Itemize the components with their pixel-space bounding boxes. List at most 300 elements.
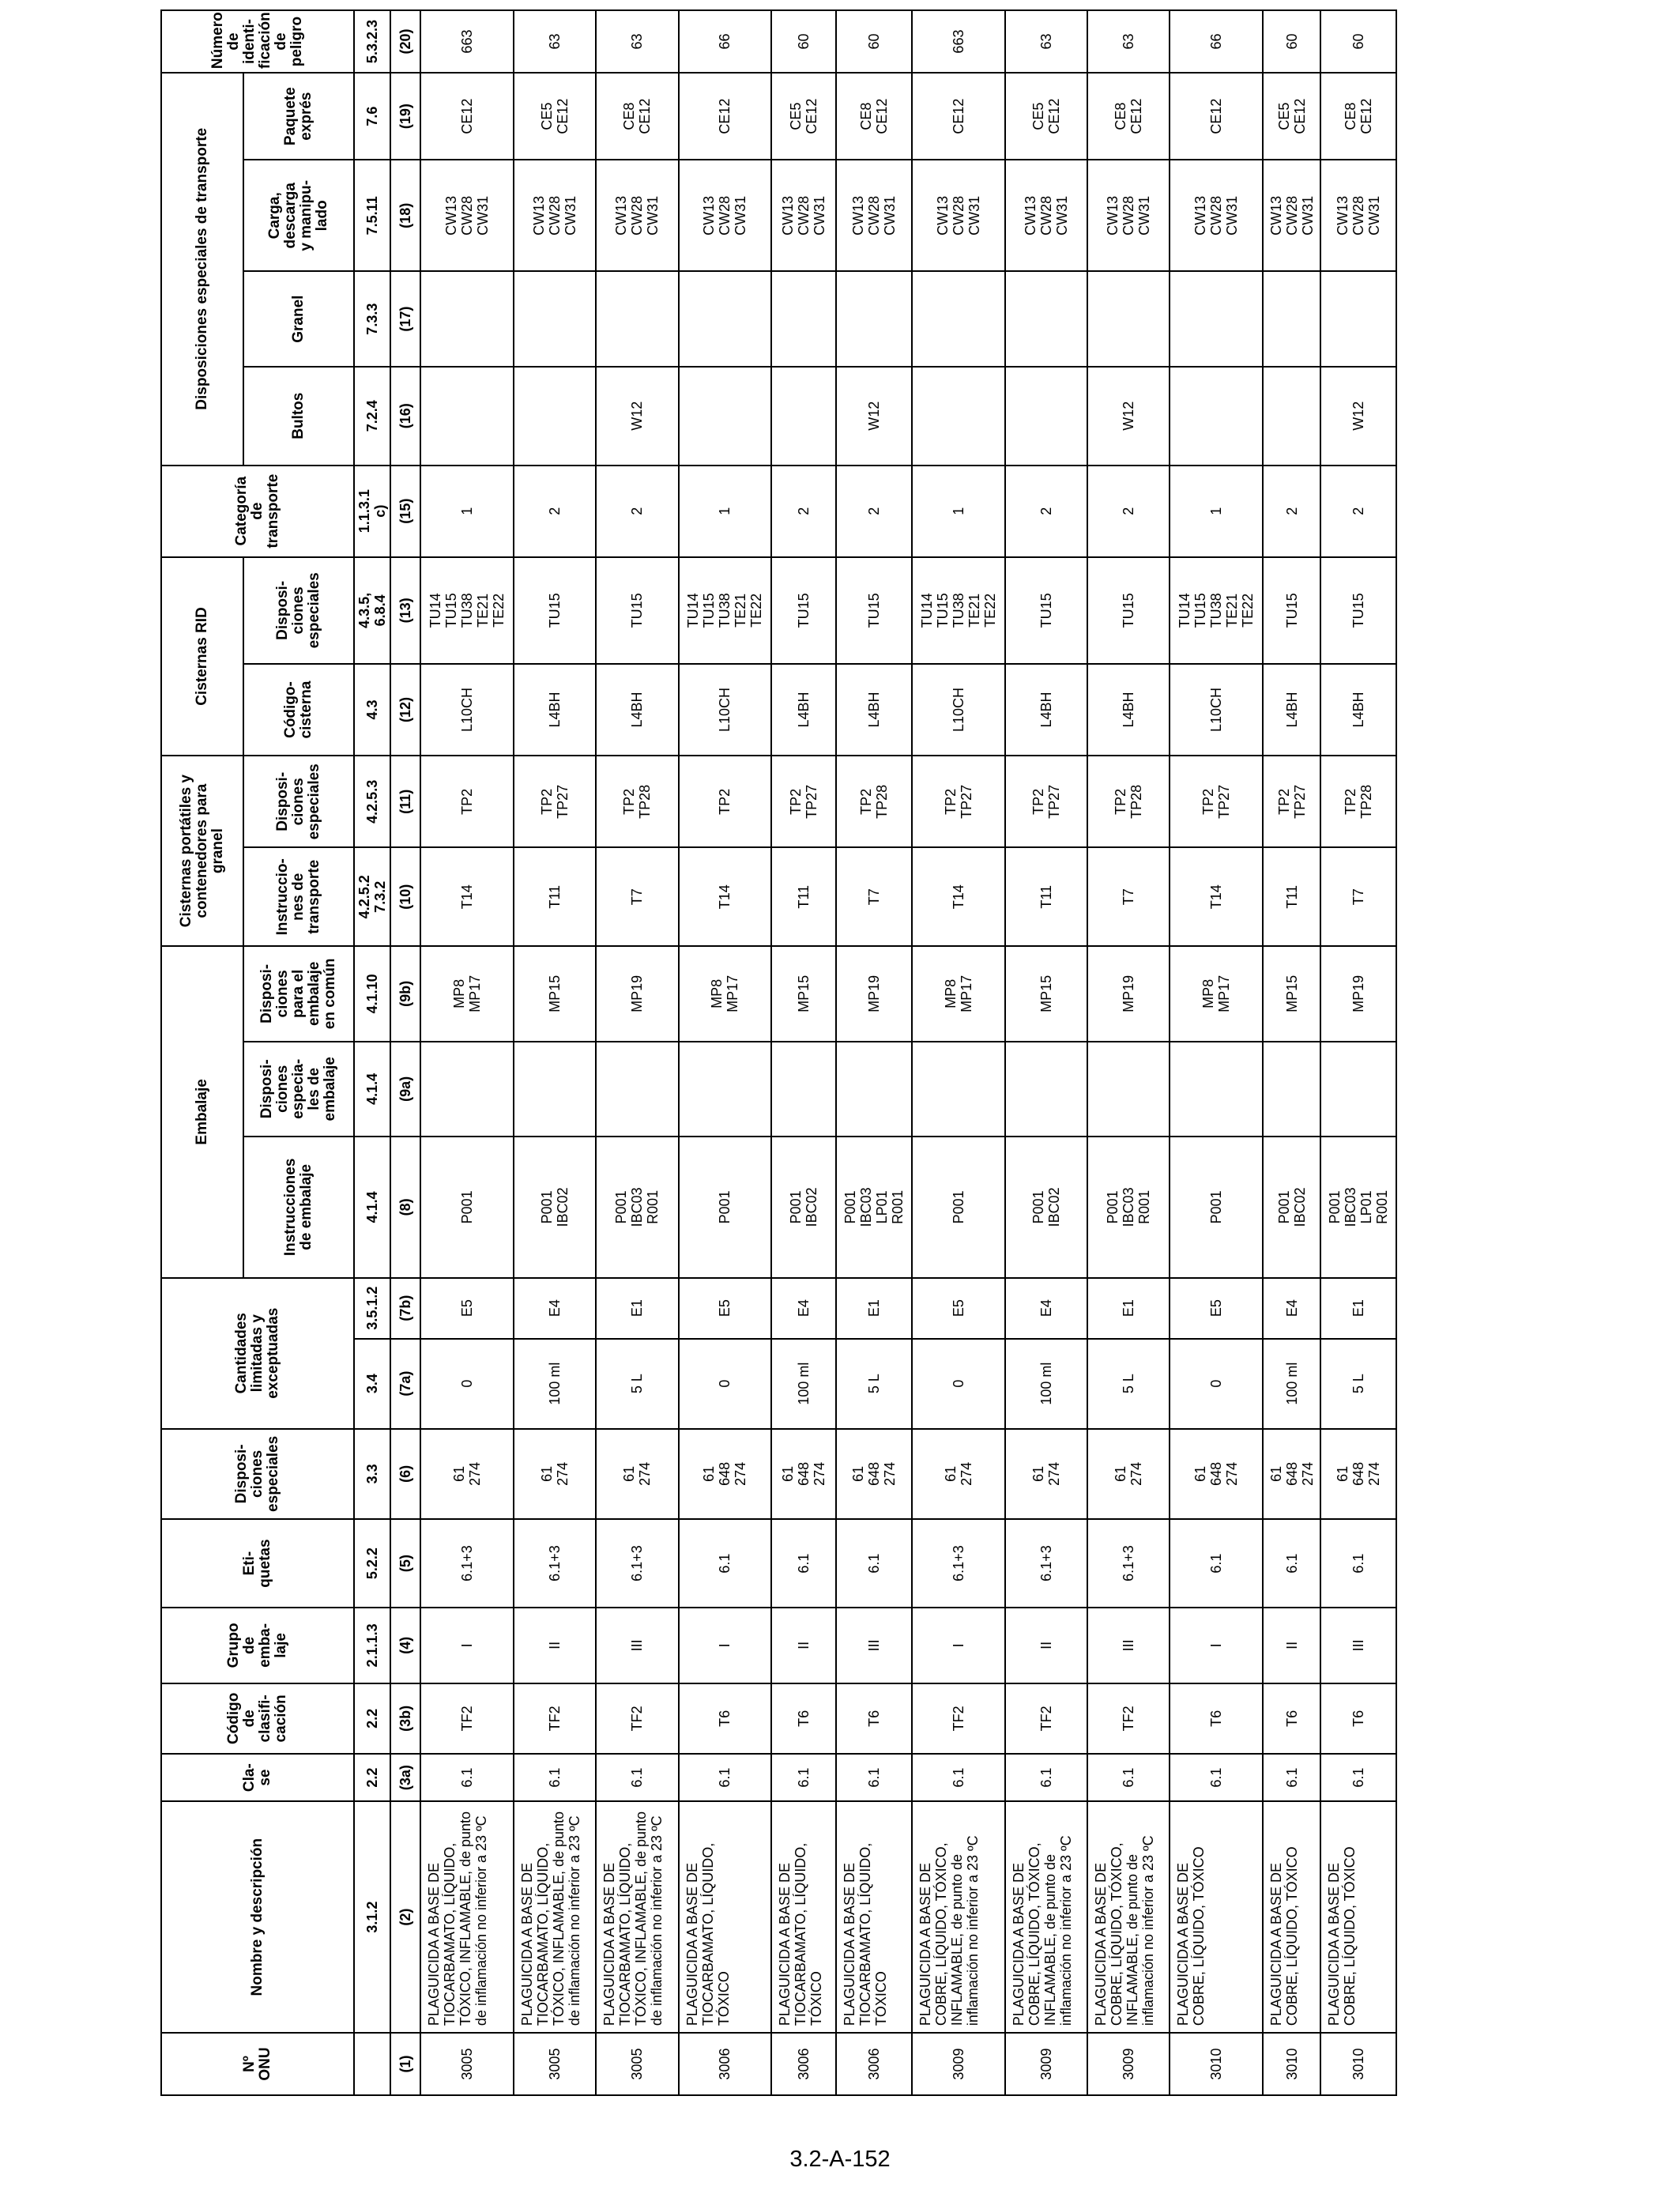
table-row bbox=[1005, 10, 1087, 2095]
column-number: (13) bbox=[390, 557, 420, 664]
cell-portable-tank-instructions: T7 bbox=[1320, 847, 1396, 946]
table-row bbox=[514, 10, 596, 2095]
cell-un-number: 3010 bbox=[1170, 2033, 1263, 2095]
cell-hazard-number: 60 bbox=[1320, 10, 1396, 73]
cell-labels: 6.1+3 bbox=[514, 1519, 596, 1608]
cell-excepted-quantity: E4 bbox=[1263, 1278, 1320, 1339]
cell-product-name: PLAGUICIDA A BASE DE COBRE, LÍQUIDO, TÓXICO, INFLAMABLE, de punto de inflamación no inferior a 23 ºC bbox=[912, 1801, 1005, 2033]
column-number: (9b) bbox=[390, 946, 420, 1041]
cell-excepted-quantity: E1 bbox=[836, 1278, 912, 1339]
cell-labels: 6.1+3 bbox=[912, 1519, 1005, 1608]
cell-un-number: 3010 bbox=[1320, 2033, 1396, 2095]
cell-tank-code: L10CH bbox=[912, 664, 1005, 756]
header-loading-handling: Carga, descarga y manipu- lado bbox=[243, 160, 354, 271]
cell-transport-category: 2 bbox=[1005, 466, 1087, 557]
column-number: (7a) bbox=[390, 1339, 420, 1429]
table-row bbox=[771, 10, 836, 2095]
section-ref: 2.2 bbox=[354, 1754, 390, 1801]
cell-loading-provision: CW13 CW28 CW31 bbox=[596, 160, 678, 271]
cell-class: 6.1 bbox=[771, 1754, 836, 1801]
header-packages: Bultos bbox=[243, 367, 354, 466]
cell-classification-code: TF2 bbox=[596, 1683, 678, 1754]
cell-class: 6.1 bbox=[514, 1754, 596, 1801]
cell-labels: 6.1+3 bbox=[1087, 1519, 1170, 1608]
cell-special-provisions: 61 648 274 bbox=[771, 1429, 836, 1519]
cell-class: 6.1 bbox=[1170, 1754, 1263, 1801]
cell-class: 6.1 bbox=[1087, 1754, 1170, 1801]
cell-loading-provision: CW13 CW28 CW31 bbox=[912, 160, 1005, 271]
column-number: (2) bbox=[390, 1801, 420, 2033]
section-ref: 4.3.5, 6.8.4 bbox=[354, 557, 390, 664]
cell-packing-instructions: P001 bbox=[679, 1137, 772, 1278]
cell-express-provision: CE5 CE12 bbox=[1263, 73, 1320, 160]
cell-class: 6.1 bbox=[1263, 1754, 1320, 1801]
cell-special-packing-provisions bbox=[420, 1042, 514, 1137]
cell-mixed-packing-provisions: MP8 MP17 bbox=[1170, 946, 1263, 1041]
cell-express-provision: CE5 CE12 bbox=[1005, 73, 1087, 160]
section-ref: 3.4 bbox=[354, 1339, 390, 1429]
cell-tank-code: L4BH bbox=[1263, 664, 1320, 756]
cell-hazard-number: 63 bbox=[596, 10, 678, 73]
cell-limited-quantity: 100 ml bbox=[1005, 1339, 1087, 1429]
section-ref: 3.1.2 bbox=[354, 1801, 390, 2033]
cell-transport-category: 2 bbox=[1263, 466, 1320, 557]
cell-packing-group: I bbox=[1170, 1608, 1263, 1683]
cell-special-packing-provisions bbox=[1263, 1042, 1320, 1137]
cell-excepted-quantity: E1 bbox=[1320, 1278, 1396, 1339]
cell-labels: 6.1+3 bbox=[1005, 1519, 1087, 1608]
table-row bbox=[1320, 10, 1396, 2095]
header-special-packing-provisions: Disposi- ciones especia- les de embalaje bbox=[243, 1042, 354, 1137]
cell-express-provision: CE5 CE12 bbox=[514, 73, 596, 160]
cell-portable-tank-instructions: T11 bbox=[1263, 847, 1320, 946]
cell-product-name: PLAGUICIDA A BASE DE TIOCARBAMATO, LÍQUIDO, TÓXICO bbox=[836, 1801, 912, 2033]
column-number: (18) bbox=[390, 160, 420, 271]
cell-tank-code: L10CH bbox=[1170, 664, 1263, 756]
cell-labels: 6.1 bbox=[1263, 1519, 1320, 1608]
cell-bulk-provision bbox=[912, 271, 1005, 366]
column-number: (12) bbox=[390, 664, 420, 756]
cell-transport-category: 1 bbox=[1170, 466, 1263, 557]
section-ref: 5.3.2.3 bbox=[354, 10, 390, 73]
cell-tank-special-provisions: TU15 bbox=[1005, 557, 1087, 664]
cell-classification-code: TF2 bbox=[1087, 1683, 1170, 1754]
cell-tank-code: L4BH bbox=[771, 664, 836, 756]
rotated-table-frame bbox=[160, 9, 1397, 2096]
table-row bbox=[1087, 10, 1170, 2095]
cell-packing-instructions: P001 IBC02 bbox=[514, 1137, 596, 1278]
section-reference-row bbox=[354, 10, 390, 2095]
cell-express-provision: CE12 bbox=[1170, 73, 1263, 160]
cell-limited-quantity: 100 ml bbox=[771, 1339, 836, 1429]
cell-bulk-provision bbox=[1087, 271, 1170, 366]
header-labels: Eti- quetas bbox=[161, 1519, 354, 1608]
header-class: Cla- se bbox=[161, 1754, 354, 1801]
cell-un-number: 3006 bbox=[771, 2033, 836, 2095]
cell-un-number: 3009 bbox=[912, 2033, 1005, 2095]
cell-packing-group: III bbox=[836, 1608, 912, 1683]
cell-packing-group: I bbox=[679, 1608, 772, 1683]
cell-product-name: PLAGUICIDA A BASE DE TIOCARBAMATO, LÍQUIDO, TÓXICO, INFLAMABLE, de punto de inflamación no inferior a 23 ºC bbox=[596, 1801, 678, 2033]
cell-limited-quantity: 0 bbox=[420, 1339, 514, 1429]
cell-class: 6.1 bbox=[420, 1754, 514, 1801]
header-transport-category: Categoría de transporte bbox=[161, 466, 354, 557]
cell-un-number: 3005 bbox=[596, 2033, 678, 2095]
header-un-number: Nº ONU bbox=[161, 2033, 354, 2095]
cell-excepted-quantity: E4 bbox=[514, 1278, 596, 1339]
header-packing-instructions: Instrucciones de embalaje bbox=[243, 1137, 354, 1278]
table-row bbox=[1170, 10, 1263, 2095]
cell-packages-provision bbox=[1170, 367, 1263, 466]
cell-classification-code: T6 bbox=[771, 1683, 836, 1754]
cell-limited-quantity: 5 L bbox=[1320, 1339, 1396, 1429]
cell-packing-group: I bbox=[420, 1608, 514, 1683]
cell-packages-provision bbox=[771, 367, 836, 466]
cell-bulk-provision bbox=[1170, 271, 1263, 366]
cell-packing-instructions: P001 bbox=[420, 1137, 514, 1278]
cell-tank-special-provisions: TU15 bbox=[596, 557, 678, 664]
cell-mixed-packing-provisions: MP19 bbox=[1320, 946, 1396, 1041]
section-ref: 3.5.1.2 bbox=[354, 1278, 390, 1339]
cell-hazard-number: 66 bbox=[679, 10, 772, 73]
cell-class: 6.1 bbox=[596, 1754, 678, 1801]
cell-packages-provision: W12 bbox=[836, 367, 912, 466]
cell-bulk-provision bbox=[1263, 271, 1320, 366]
cell-mixed-packing-provisions: MP15 bbox=[771, 946, 836, 1041]
cell-labels: 6.1+3 bbox=[420, 1519, 514, 1608]
section-ref bbox=[354, 2033, 390, 2095]
cell-transport-category: 2 bbox=[1087, 466, 1170, 557]
header-packing-group: Grupo de emba- laje bbox=[161, 1608, 354, 1683]
cell-packing-instructions: P001 IBC02 bbox=[771, 1137, 836, 1278]
cell-mixed-packing-provisions: MP15 bbox=[1263, 946, 1320, 1041]
cell-portable-tank-provisions: TP2 TP27 bbox=[912, 756, 1005, 847]
cell-tank-special-provisions: TU14 TU15 TU38 TE21 TE22 bbox=[420, 557, 514, 664]
column-number: (8) bbox=[390, 1137, 420, 1278]
section-ref: 7.5.11 bbox=[354, 160, 390, 271]
cell-tank-special-provisions: TU14 TU15 TU38 TE21 TE22 bbox=[679, 557, 772, 664]
cell-special-provisions: 61 274 bbox=[514, 1429, 596, 1519]
column-number-row bbox=[390, 10, 420, 2095]
header-tank-code: Código- cisterna bbox=[243, 664, 354, 756]
cell-transport-category: 1 bbox=[912, 466, 1005, 557]
cell-packages-provision bbox=[420, 367, 514, 466]
cell-packing-group: II bbox=[1005, 1608, 1087, 1683]
header-special-provisions: Disposi- ciones especiales bbox=[161, 1429, 354, 1519]
cell-bulk-provision bbox=[771, 271, 836, 366]
cell-portable-tank-instructions: T7 bbox=[836, 847, 912, 946]
cell-portable-tank-instructions: T11 bbox=[514, 847, 596, 946]
cell-special-provisions: 61 274 bbox=[420, 1429, 514, 1519]
section-ref: 2.1.1.3 bbox=[354, 1608, 390, 1683]
cell-classification-code: T6 bbox=[1170, 1683, 1263, 1754]
cell-mixed-packing-provisions: MP8 MP17 bbox=[679, 946, 772, 1041]
cell-hazard-number: 63 bbox=[514, 10, 596, 73]
cell-tank-special-provisions: TU15 bbox=[1087, 557, 1170, 664]
cell-portable-tank-instructions: T7 bbox=[596, 847, 678, 946]
cell-un-number: 3009 bbox=[1087, 2033, 1170, 2095]
cell-limited-quantity: 100 ml bbox=[514, 1339, 596, 1429]
cell-portable-tank-provisions: TP2 bbox=[420, 756, 514, 847]
cell-portable-tank-provisions: TP2 TP28 bbox=[836, 756, 912, 847]
header-transport-provisions-group: Disposiciones especiales de transporte bbox=[161, 73, 243, 465]
section-ref: 4.1.4 bbox=[354, 1137, 390, 1278]
cell-product-name: PLAGUICIDA A BASE DE TIOCARBAMATO, LÍQUIDO, TÓXICO bbox=[679, 1801, 772, 2033]
cell-express-provision: CE5 CE12 bbox=[771, 73, 836, 160]
header-express-parcels: Paquete exprés bbox=[243, 73, 354, 160]
cell-loading-provision: CW13 CW28 CW31 bbox=[679, 160, 772, 271]
cell-packing-group: II bbox=[771, 1608, 836, 1683]
cell-loading-provision: CW13 CW28 CW31 bbox=[420, 160, 514, 271]
section-ref: 3.3 bbox=[354, 1429, 390, 1519]
dangerous-goods-table bbox=[160, 9, 1397, 2096]
table-row bbox=[912, 10, 1005, 2095]
cell-portable-tank-instructions: T14 bbox=[912, 847, 1005, 946]
cell-limited-quantity: 100 ml bbox=[1263, 1339, 1320, 1429]
cell-packing-group: III bbox=[1320, 1608, 1396, 1683]
cell-transport-category: 2 bbox=[1320, 466, 1396, 557]
cell-packing-group: III bbox=[1087, 1608, 1170, 1683]
header-limited-quantities: Cantidades limitadas y exceptuadas bbox=[161, 1278, 354, 1429]
cell-bulk-provision bbox=[836, 271, 912, 366]
cell-packing-instructions: P001 IBC03 R001 bbox=[1087, 1137, 1170, 1278]
section-ref: 4.1.4 bbox=[354, 1042, 390, 1137]
column-number: (20) bbox=[390, 10, 420, 73]
cell-special-packing-provisions bbox=[1005, 1042, 1087, 1137]
cell-class: 6.1 bbox=[679, 1754, 772, 1801]
cell-mixed-packing-provisions: MP19 bbox=[1087, 946, 1170, 1041]
cell-packages-provision: W12 bbox=[1320, 367, 1396, 466]
column-number: (3b) bbox=[390, 1683, 420, 1754]
cell-special-packing-provisions bbox=[1170, 1042, 1263, 1137]
cell-special-provisions: 61 648 274 bbox=[1263, 1429, 1320, 1519]
cell-un-number: 3006 bbox=[679, 2033, 772, 2095]
cell-mixed-packing-provisions: MP8 MP17 bbox=[912, 946, 1005, 1041]
cell-loading-provision: CW13 CW28 CW31 bbox=[1005, 160, 1087, 271]
header-classification-code: Código de clasifi- cación bbox=[161, 1683, 354, 1754]
column-number: (10) bbox=[390, 847, 420, 946]
cell-mixed-packing-provisions: MP15 bbox=[514, 946, 596, 1041]
cell-hazard-number: 66 bbox=[1170, 10, 1263, 73]
cell-hazard-number: 60 bbox=[771, 10, 836, 73]
section-ref: 4.2.5.3 bbox=[354, 756, 390, 847]
cell-express-provision: CE12 bbox=[912, 73, 1005, 160]
column-number: (15) bbox=[390, 466, 420, 557]
cell-hazard-number: 663 bbox=[912, 10, 1005, 73]
column-number: (11) bbox=[390, 756, 420, 847]
cell-labels: 6.1 bbox=[679, 1519, 772, 1608]
cell-excepted-quantity: E4 bbox=[771, 1278, 836, 1339]
section-ref: 1.1.3.1 c) bbox=[354, 466, 390, 557]
cell-tank-code: L10CH bbox=[420, 664, 514, 756]
cell-portable-tank-provisions: TP2 TP27 bbox=[514, 756, 596, 847]
column-number: (17) bbox=[390, 271, 420, 366]
cell-class: 6.1 bbox=[1005, 1754, 1087, 1801]
cell-portable-tank-instructions: T14 bbox=[679, 847, 772, 946]
cell-labels: 6.1 bbox=[1170, 1519, 1263, 1608]
cell-loading-provision: CW13 CW28 CW31 bbox=[514, 160, 596, 271]
cell-special-packing-provisions bbox=[514, 1042, 596, 1137]
cell-express-provision: CE12 bbox=[420, 73, 514, 160]
cell-excepted-quantity: E5 bbox=[679, 1278, 772, 1339]
cell-product-name: PLAGUICIDA A BASE DE COBRE, LÍQUIDO, TÓXICO bbox=[1320, 1801, 1396, 2033]
cell-hazard-number: 63 bbox=[1005, 10, 1087, 73]
cell-classification-code: T6 bbox=[1263, 1683, 1320, 1754]
cell-special-provisions: 61 648 274 bbox=[1320, 1429, 1396, 1519]
cell-portable-tank-instructions: T14 bbox=[1170, 847, 1263, 946]
cell-special-packing-provisions bbox=[1087, 1042, 1170, 1137]
cell-special-packing-provisions bbox=[679, 1042, 772, 1137]
cell-packages-provision: W12 bbox=[596, 367, 678, 466]
cell-class: 6.1 bbox=[1320, 1754, 1396, 1801]
cell-packages-provision bbox=[912, 367, 1005, 466]
cell-tank-code: L4BH bbox=[1005, 664, 1087, 756]
cell-mixed-packing-provisions: MP19 bbox=[596, 946, 678, 1041]
header-bulk: Granel bbox=[243, 271, 354, 366]
cell-packages-provision bbox=[514, 367, 596, 466]
cell-classification-code: T6 bbox=[1320, 1683, 1396, 1754]
section-ref: 7.6 bbox=[354, 73, 390, 160]
cell-bulk-provision bbox=[596, 271, 678, 366]
cell-un-number: 3006 bbox=[836, 2033, 912, 2095]
cell-transport-category: 2 bbox=[836, 466, 912, 557]
cell-excepted-quantity: E4 bbox=[1005, 1278, 1087, 1339]
header-portable-special-provisions: Disposi- ciones especiales bbox=[243, 756, 354, 847]
cell-loading-provision: CW13 CW28 CW31 bbox=[1087, 160, 1170, 271]
cell-mixed-packing-provisions: MP15 bbox=[1005, 946, 1087, 1041]
cell-special-provisions: 61 648 274 bbox=[836, 1429, 912, 1519]
cell-transport-category: 1 bbox=[679, 466, 772, 557]
cell-express-provision: CE8 CE12 bbox=[596, 73, 678, 160]
cell-mixed-packing-provisions: MP8 MP17 bbox=[420, 946, 514, 1041]
cell-tank-special-provisions: TU15 bbox=[514, 557, 596, 664]
cell-portable-tank-instructions: T11 bbox=[1005, 847, 1087, 946]
cell-classification-code: T6 bbox=[679, 1683, 772, 1754]
cell-packing-instructions: P001 IBC03 LP01 R001 bbox=[836, 1137, 912, 1278]
cell-express-provision: CE12 bbox=[679, 73, 772, 160]
cell-portable-tank-provisions: TP2 TP27 bbox=[771, 756, 836, 847]
cell-special-packing-provisions bbox=[836, 1042, 912, 1137]
cell-packages-provision bbox=[1263, 367, 1320, 466]
cell-packages-provision bbox=[679, 367, 772, 466]
cell-packing-instructions: P001 IBC03 LP01 R001 bbox=[1320, 1137, 1396, 1278]
cell-class: 6.1 bbox=[836, 1754, 912, 1801]
section-ref: 4.1.10 bbox=[354, 946, 390, 1041]
cell-loading-provision: CW13 CW28 CW31 bbox=[1170, 160, 1263, 271]
cell-special-packing-provisions bbox=[1320, 1042, 1396, 1137]
column-number: (4) bbox=[390, 1608, 420, 1683]
cell-class: 6.1 bbox=[912, 1754, 1005, 1801]
cell-bulk-provision bbox=[420, 271, 514, 366]
cell-classification-code: TF2 bbox=[420, 1683, 514, 1754]
section-ref: 7.2.4 bbox=[354, 367, 390, 466]
cell-labels: 6.1 bbox=[771, 1519, 836, 1608]
cell-loading-provision: CW13 CW28 CW31 bbox=[1320, 160, 1396, 271]
cell-special-provisions: 61 274 bbox=[1005, 1429, 1087, 1519]
cell-labels: 6.1 bbox=[836, 1519, 912, 1608]
cell-portable-tank-provisions: TP2 TP27 bbox=[1263, 756, 1320, 847]
cell-special-provisions: 61 274 bbox=[1087, 1429, 1170, 1519]
table-row bbox=[836, 10, 912, 2095]
cell-product-name: PLAGUICIDA A BASE DE COBRE, LÍQUIDO, TÓXICO, INFLAMABLE, de punto de inflamación no inferior a 23 ºC bbox=[1087, 1801, 1170, 2033]
table-row bbox=[1263, 10, 1320, 2095]
cell-classification-code: TF2 bbox=[1005, 1683, 1087, 1754]
cell-packing-instructions: P001 IBC02 bbox=[1005, 1137, 1087, 1278]
table-body bbox=[420, 10, 1396, 2095]
page-number: 3.2-A-152 bbox=[789, 2147, 891, 2172]
cell-express-provision: CE8 CE12 bbox=[1087, 73, 1170, 160]
cell-bulk-provision bbox=[1005, 271, 1087, 366]
table-row bbox=[420, 10, 514, 2095]
cell-tank-special-provisions: TU14 TU15 TU38 TE21 TE22 bbox=[1170, 557, 1263, 664]
cell-excepted-quantity: E5 bbox=[912, 1278, 1005, 1339]
cell-portable-tank-instructions: T14 bbox=[420, 847, 514, 946]
cell-special-packing-provisions bbox=[596, 1042, 678, 1137]
cell-excepted-quantity: E5 bbox=[420, 1278, 514, 1339]
cell-tank-code: L4BH bbox=[836, 664, 912, 756]
cell-packing-group: III bbox=[596, 1608, 678, 1683]
cell-special-packing-provisions bbox=[771, 1042, 836, 1137]
cell-excepted-quantity: E1 bbox=[1087, 1278, 1170, 1339]
cell-bulk-provision bbox=[514, 271, 596, 366]
cell-product-name: PLAGUICIDA A BASE DE COBRE, LÍQUIDO, TÓXICO bbox=[1170, 1801, 1263, 2033]
cell-un-number: 3010 bbox=[1263, 2033, 1320, 2095]
cell-packing-instructions: P001 bbox=[1170, 1137, 1263, 1278]
cell-transport-category: 1 bbox=[420, 466, 514, 557]
column-number: (1) bbox=[390, 2033, 420, 2095]
cell-tank-special-provisions: TU15 bbox=[771, 557, 836, 664]
cell-product-name: PLAGUICIDA A BASE DE TIOCARBAMATO, LÍQUIDO, TÓXICO, INFLAMABLE, de punto de inflamación no inferior a 23 ºC bbox=[420, 1801, 514, 2033]
cell-classification-code: TF2 bbox=[912, 1683, 1005, 1754]
cell-excepted-quantity: E5 bbox=[1170, 1278, 1263, 1339]
cell-portable-tank-provisions: TP2 TP28 bbox=[1087, 756, 1170, 847]
cell-limited-quantity: 0 bbox=[912, 1339, 1005, 1429]
cell-limited-quantity: 0 bbox=[679, 1339, 772, 1429]
column-number: (16) bbox=[390, 367, 420, 466]
cell-transport-category: 2 bbox=[514, 466, 596, 557]
cell-tank-special-provisions: TU14 TU15 TU38 TE21 TE22 bbox=[912, 557, 1005, 664]
column-number: (3a) bbox=[390, 1754, 420, 1801]
header-packaging-group: Embalaje bbox=[161, 946, 243, 1278]
cell-express-provision: CE8 CE12 bbox=[836, 73, 912, 160]
cell-classification-code: TF2 bbox=[514, 1683, 596, 1754]
cell-special-provisions: 61 648 274 bbox=[1170, 1429, 1263, 1519]
cell-loading-provision: CW13 CW28 CW31 bbox=[771, 160, 836, 271]
cell-loading-provision: CW13 CW28 CW31 bbox=[1263, 160, 1320, 271]
cell-packing-instructions: P001 bbox=[912, 1137, 1005, 1278]
cell-packages-provision: W12 bbox=[1087, 367, 1170, 466]
cell-tank-code: L4BH bbox=[596, 664, 678, 756]
cell-packing-instructions: P001 IBC03 R001 bbox=[596, 1137, 678, 1278]
cell-packing-group: I bbox=[912, 1608, 1005, 1683]
cell-portable-tank-instructions: T11 bbox=[771, 847, 836, 946]
cell-classification-code: T6 bbox=[836, 1683, 912, 1754]
section-ref: 4.3 bbox=[354, 664, 390, 756]
column-number: (7b) bbox=[390, 1278, 420, 1339]
cell-express-provision: CE8 CE12 bbox=[1320, 73, 1396, 160]
cell-special-provisions: 61 274 bbox=[596, 1429, 678, 1519]
table-row bbox=[679, 10, 772, 2095]
section-ref: 5.2.2 bbox=[354, 1519, 390, 1608]
cell-portable-tank-provisions: TP2 TP27 bbox=[1005, 756, 1087, 847]
cell-product-name: PLAGUICIDA A BASE DE COBRE, LÍQUIDO, TÓXICO, INFLAMABLE, de punto de inflamación no inferior a 23 ºC bbox=[1005, 1801, 1087, 2033]
cell-mixed-packing-provisions: MP19 bbox=[836, 946, 912, 1041]
column-number: (19) bbox=[390, 73, 420, 160]
cell-un-number: 3005 bbox=[420, 2033, 514, 2095]
cell-product-name: PLAGUICIDA A BASE DE TIOCARBAMATO, LÍQUIDO, TÓXICO bbox=[771, 1801, 836, 2033]
cell-special-packing-provisions bbox=[912, 1042, 1005, 1137]
cell-portable-tank-instructions: T7 bbox=[1087, 847, 1170, 946]
